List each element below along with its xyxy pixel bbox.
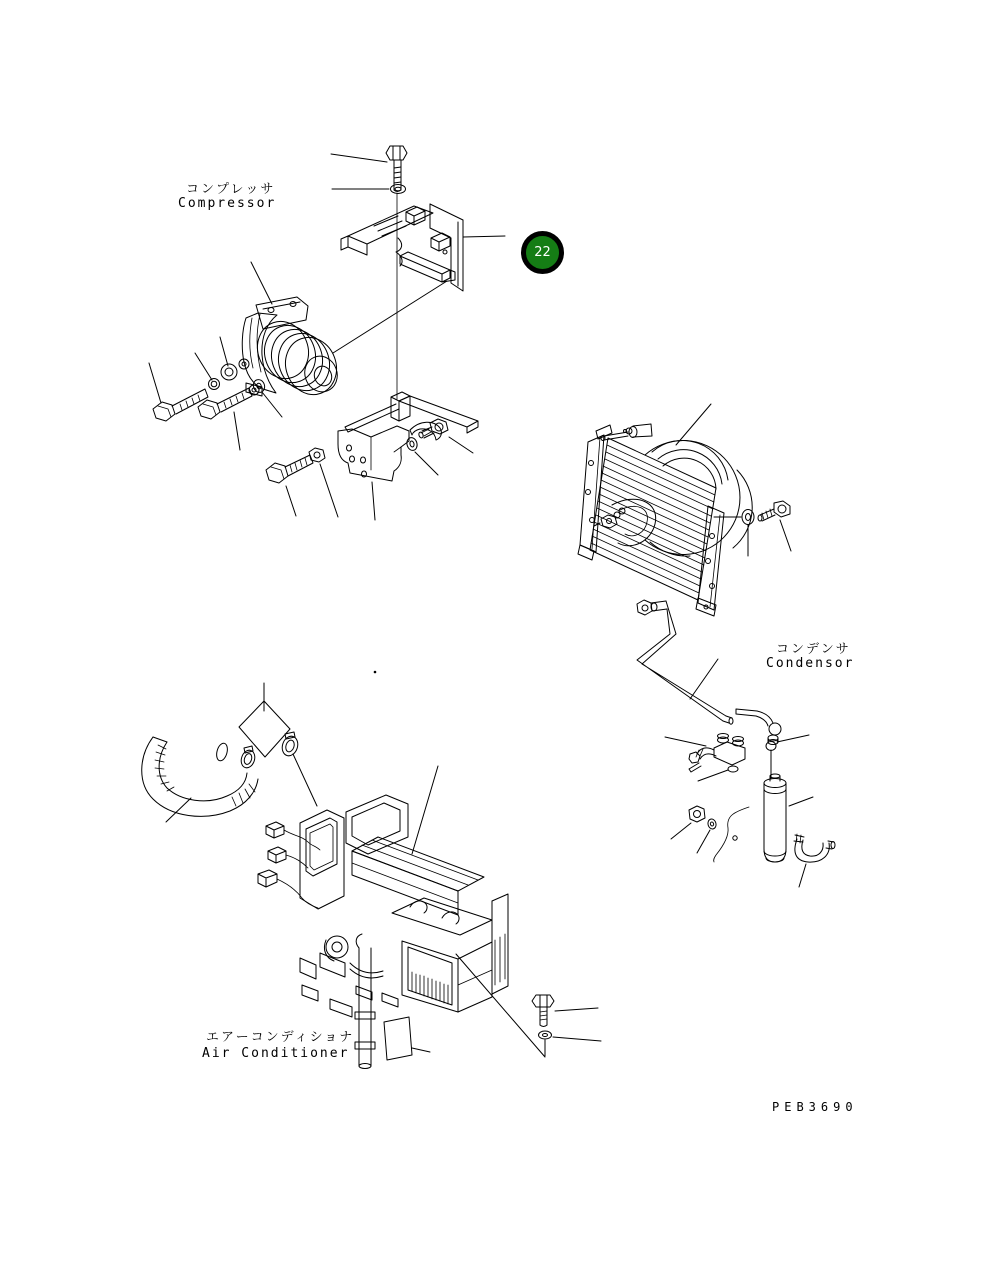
- hose-drawing: [142, 737, 258, 822]
- compressor-label-en: Compressor: [178, 196, 277, 211]
- compressor-label-jp: コンプレッサ: [186, 182, 276, 197]
- condenser-core-drawing: [578, 424, 724, 616]
- condenser-pipe-drawing: [637, 600, 733, 724]
- lower-bracket-drawing: [266, 392, 478, 520]
- receiver-drier-group-drawing: [665, 709, 835, 887]
- ac-unit-drawing: [300, 766, 508, 1017]
- separator-dot: [374, 671, 377, 674]
- wiring-connectors-drawing: [258, 822, 320, 908]
- upper-bracket-drawing: [341, 204, 505, 291]
- part-callout-22[interactable]: 22: [521, 231, 564, 274]
- bottom-bolt-washer-drawing: [456, 954, 601, 1057]
- condensor-label-jp: コンデンサ: [776, 642, 851, 657]
- elbow-pipe-drawing: [736, 709, 781, 745]
- drawing-part-code: PEB3690: [772, 1100, 858, 1114]
- air-conditioner-label-jp: エアーコンディショナ: [206, 1030, 355, 1045]
- drain-tube-drawing: [355, 934, 430, 1069]
- condenser-bolt-drawing: [758, 501, 791, 551]
- u-hose-drawing: [794, 834, 835, 887]
- condenser-assembly-drawing: [578, 404, 791, 724]
- leader-line: [333, 281, 447, 353]
- condensor-label-en: Condensor: [766, 656, 855, 671]
- receiver-drier-drawing: [714, 735, 813, 862]
- air-conditioner-group-drawing: [142, 671, 601, 1069]
- drier-nut-washer-drawing: [671, 806, 717, 853]
- valve-assembly-drawing: [665, 734, 745, 782]
- air-conditioner-label-en: Air Conditioner: [202, 1046, 350, 1061]
